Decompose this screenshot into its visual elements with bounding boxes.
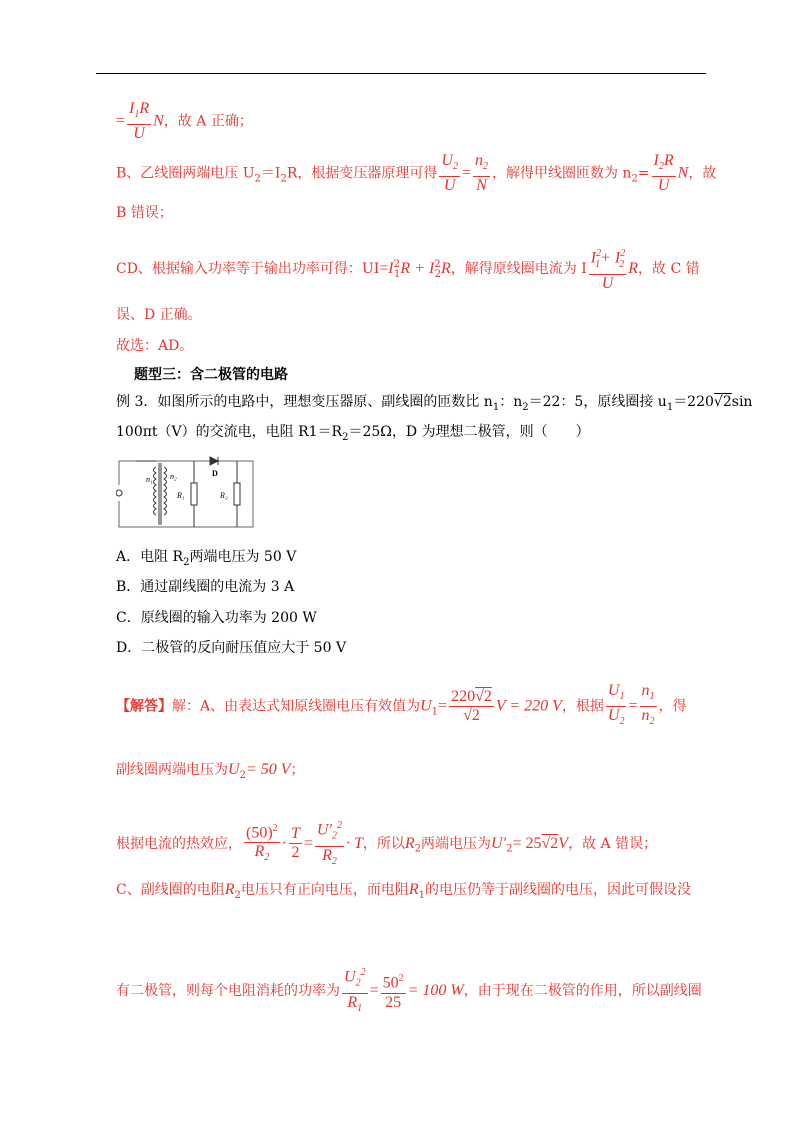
- label-n1: n₁: [146, 475, 153, 484]
- solution-line-4: C、副线圈的电阻$R_2$电压只有正向电压，而电阻$R_1$的电压仍等于副线圈的电压，因此可假设没: [116, 881, 692, 901]
- header-rule: [96, 73, 706, 74]
- solution-line-3: 根据电流的热效应， $\frac{(50)^2}{R_2}$ · $\frac{T}{2}$ = $\frac{U'_2^2}{R_2}$ · T，所以$R_2$两端电压为$U'_2= 25√2V$，故 A 错误；: [116, 817, 657, 871]
- label-d: D: [212, 469, 218, 478]
- problem-line-1: 例 3．如图所示的电路中，理想变压器原、副线圈的匝数比 $n_1$：$n_2=22$：5，原线圈接 $u_1=220√2\sin$: [116, 394, 753, 413]
- label-r2: R₂: [220, 491, 228, 500]
- fraction: $\frac{50^2}{25}$: [381, 970, 406, 1011]
- fraction: $\frac{n_1}{n_2}$: [641, 682, 655, 728]
- line-a: = $\frac{I_1R}{U}$ N，故 A 正确；: [116, 100, 253, 143]
- fraction: $\frac{I_1R}{U}$: [129, 100, 150, 143]
- circuit-diagram: [116, 455, 256, 531]
- line-b: B、乙线圈两端电压 $U_2=I_2R$，根据变压器原理可得 $\frac{U_2}{U}$ = $\frac{n_2}{N}$ ，解得甲线圈匝数为 $n_2=$ $\frac{I_2R}{U}$ N，故: [116, 152, 717, 195]
- fraction: $\frac{U_2^2}{R_1}$: [342, 964, 368, 1018]
- fraction: $\frac{220√2}{√2}$: [451, 688, 492, 725]
- option-a[interactable]: A．电阻 $R_2$两端电压为 50 V: [116, 549, 297, 568]
- section-heading: 题型三：含二极管的电路: [134, 367, 288, 383]
- fraction: $\frac{U_2}{U}$: [441, 152, 458, 195]
- answer: 故选：AD。: [116, 338, 194, 354]
- option-d[interactable]: D．二极管的反向耐压值应大于 50 V: [116, 640, 347, 656]
- fraction: $\frac{U_1}{U_2}$: [607, 682, 625, 728]
- solution-line-5: 有二极管，则每个电阻消耗的功率为 $\frac{U_2^2}{R_1}$ = $\frac{50^2}{25}$ = 100 W，由于现在二极管的作用，所以副线圈: [116, 964, 702, 1018]
- solution-line-1: 【解答】解：A、由表达式知原线圈电压有效值为$U_1=$ $\frac{220√2}{√2}$ V = 220 V，根据 $\frac{U_1}{U_2}$ = $\frac{n_1}{n_2}$ ，得: [116, 682, 687, 731]
- fraction: $\frac{T}{2}$: [290, 825, 300, 862]
- solution-line-2: 副线圈两端电压为$U_2= 50$ V；: [116, 761, 305, 781]
- fraction: $\frac{U'_2^2}{R_2}$: [315, 817, 344, 871]
- option-b[interactable]: B．通过副线圈的电流为 3 A: [116, 579, 295, 595]
- fraction: $\frac{(50)^2}{R_2}$: [244, 820, 280, 868]
- line-cd: CD、根据输入功率等于输出功率可得：$UI=I^2_1R + I^2_2R$，解得原线圈电流为 I $\frac{I^2_1+ I^2_2}{U}$ R，故 C 错: [116, 245, 700, 293]
- fraction: $\frac{I_2R}{U}$: [653, 152, 674, 195]
- fraction: $\frac{n_2}{N}$: [474, 152, 488, 195]
- option-c[interactable]: C．原线圈的输入功率为 200 W: [116, 610, 317, 626]
- problem-line-2: 100πt（V）的交流电，电阻 $R1=R_2=25\Omega$，D 为理想二极管，则（ ）: [116, 424, 590, 443]
- fraction: $\frac{I^2_1+ I^2_2}{U}$: [589, 245, 626, 293]
- label-n2: n₂: [170, 472, 177, 481]
- label-r1: R₁: [177, 491, 185, 500]
- line-b-cont: B 错误；: [116, 205, 173, 221]
- line-cd-cont: 误、D 正确。: [116, 307, 202, 323]
